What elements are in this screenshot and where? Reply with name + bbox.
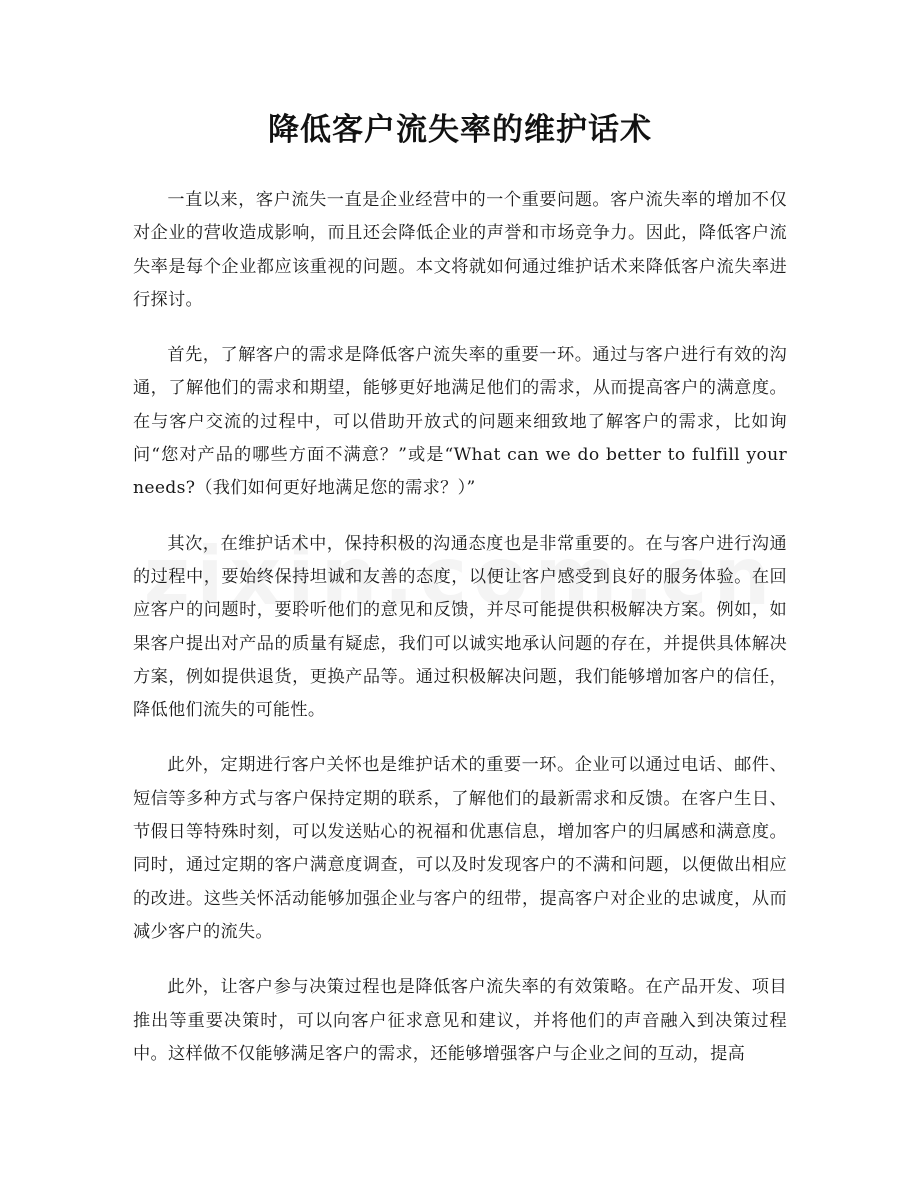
document-body xyxy=(133,184,787,1093)
paragraph-understand-needs: 首先，了解客户的需求是降低客户流失率的重要一环。通过与客户进行有效的沟通，了解他们的需求和期望，能够更好地满足他们的需求，从而提高客户的满意度。在与客户交流的过程中，可以借助开放式的问题来细致地了解客户的需求，比如询问“您对产品的哪些方面不满意？”或是“What can we do better to fulfill your needs?（我们如何更好地满足您的需求？）” xyxy=(133,345,787,499)
paragraph-intro: 一直以来，客户流失一直是企业经营中的一个重要问题。客户流失率的增加不仅对企业的营收造成影响，而且还会降低企业的声誉和市场竞争力。因此，降低客户流失率是每个企业都应该重视的问题。本文将就如何通过维护话术来降低客户流失率进行探讨。 xyxy=(133,190,787,310)
paragraph-positive-attitude: 其次，在维护话术中，保持积极的沟通态度也是非常重要的。在与客户进行沟通的过程中，要始终保持坦诚和友善的态度，以便让客户感受到良好的服务体验。在回应客户的问题时，要聆听他们的意见和反馈，并尽可能提供积极解决方案。例如，如果客户提出对产品的质量有疑虑，我们可以诚实地承认问题的存在，并提供具体解决方案，例如提供退货，更换产品等。通过积极解决问题，我们能够增加客户的信任，降低他们流失的可能性。 xyxy=(133,533,787,721)
paragraph-customer-care: 此外，定期进行客户关怀也是维护话术的重要一环。企业可以通过电话、邮件、短信等多种方式与客户保持定期的联系，了解他们的最新需求和反馈。在客户生日、节假日等特殊时刻，可以发送贴心的祝福和优惠信息，增加客户的归属感和满意度。同时，通过定期的客户满意度调查，可以及时发现客户的不满和问题，以便做出相应的改进。这些关怀活动能够加强企业与客户的纽带，提高客户对企业的忠诚度，从而减少客户的流失。 xyxy=(133,755,787,942)
paragraph-customer-participation: 此外，让客户参与决策过程也是降低客户流失率的有效策略。在产品开发、项目推出等重要决策时，可以向客户征求意见和建议，并将他们的声音融入到决策过程中。这样做不仅能够满足客户的需求，还能够增强客户与企业之间的互动，提高 xyxy=(133,977,787,1064)
document-title: 降低客户流失率的维护话术 xyxy=(268,112,652,148)
